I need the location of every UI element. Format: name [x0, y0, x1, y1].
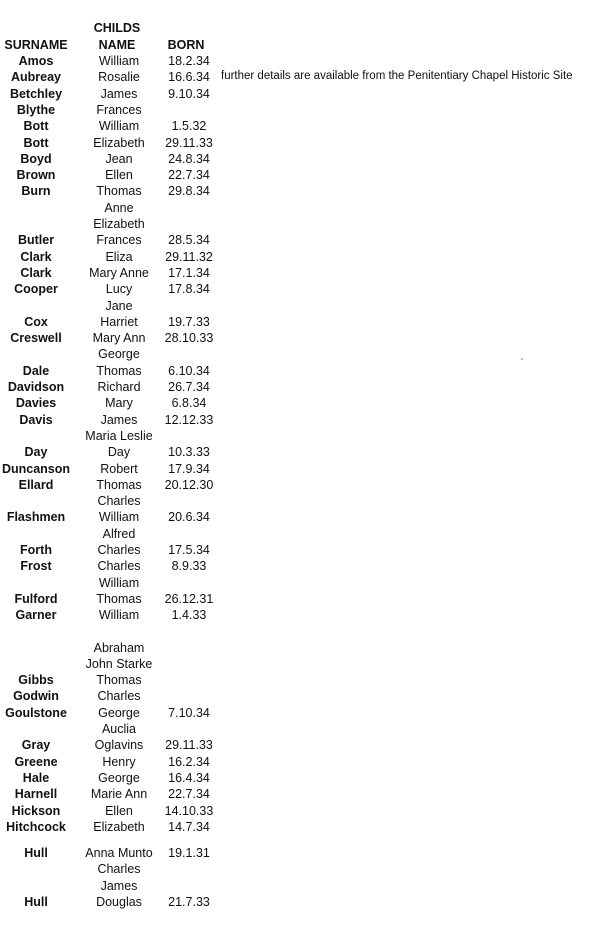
born-cell: 8.9.33: [171, 559, 207, 574]
born-cell: 29.11.33: [165, 135, 213, 150]
born-cell: 14.7.34: [168, 819, 210, 834]
record-row: [0, 819, 230, 835]
record-row: [0, 53, 230, 69]
child-name-cell: James: [100, 412, 138, 427]
child-name-cell: Charles: [97, 494, 141, 509]
record-row: [0, 118, 230, 134]
surname-cell: Cox: [24, 314, 48, 329]
child-name-cell: Day: [107, 445, 131, 460]
child-name-cell: Ellen: [105, 168, 133, 183]
child-name-cell: Charles: [97, 862, 141, 877]
child-name-cell: Charles: [97, 689, 141, 704]
record-row: [0, 845, 230, 861]
child-name-cell: Anne: [104, 200, 134, 215]
surname-cell: Goulstone: [5, 705, 67, 720]
born-cell: 24.8.34: [168, 151, 210, 166]
born-cell: 6.8.34: [171, 396, 207, 411]
record-row: [0, 705, 230, 721]
born-cell: 28.10.33: [164, 331, 214, 346]
record-row: [0, 102, 230, 118]
child-name-cell: Henry: [102, 754, 136, 769]
surname-cell: Gray: [21, 738, 51, 753]
record-row: [0, 786, 230, 802]
record-row: [0, 721, 230, 754]
surname-cell: Davidson: [7, 380, 65, 394]
record-row: [0, 281, 230, 297]
record-row: [0, 298, 230, 331]
child-name-cell: Charles: [97, 559, 141, 574]
surname-cell: Hickson: [11, 803, 61, 818]
surname-cell: Hull: [24, 846, 48, 861]
child-name-cell: Thomas: [96, 363, 142, 378]
child-name-cell: Marie Ann: [90, 787, 148, 802]
record-row: [0, 477, 230, 493]
born-cell: 14.10.33: [164, 803, 214, 818]
child-name-cell: Charles: [97, 542, 141, 557]
record-row: [0, 526, 230, 559]
child-name-cell: George: [98, 770, 140, 785]
surname-cell: Bott: [23, 119, 49, 134]
child-name-cell: Eliza: [105, 249, 133, 264]
born-cell: 18.2.34: [168, 54, 210, 68]
born-cell: 21.7.33: [168, 894, 210, 909]
record-row: [0, 607, 230, 623]
surname-cell: Davies: [15, 396, 57, 411]
child-name-cell: Mary: [105, 396, 133, 411]
record-row: [0, 151, 230, 167]
surname-cell: Forth: [20, 542, 52, 557]
record-row: [0, 379, 230, 395]
childs-header: CHILDS: [93, 21, 141, 35]
child-name-cell: John Starke: [85, 656, 153, 671]
born-cell: 20.6.34: [168, 510, 210, 525]
record-row: [0, 754, 230, 770]
child-name-cell: Richard: [97, 380, 141, 394]
child-name-cell: Anna Munto: [85, 846, 153, 861]
record-row: [0, 428, 230, 461]
born-cell: 17.1.34: [168, 265, 210, 280]
surname-cell: Fulford: [14, 591, 58, 606]
born-cell: 19.1.31: [168, 846, 210, 861]
record-row: [0, 770, 230, 786]
child-name-cell: Mary Ann: [92, 331, 146, 346]
surname-cell: Dale: [22, 363, 50, 378]
born-cell: 1.5.32: [171, 119, 207, 134]
record-row: [0, 575, 230, 608]
child-name-cell: Alfred: [102, 526, 136, 541]
child-name-cell: Elizabeth: [93, 135, 145, 150]
record-row: [0, 412, 230, 428]
born-cell: 17.8.34: [168, 282, 210, 297]
surname-cell: Hitchcock: [6, 819, 66, 834]
record-row: [0, 861, 230, 910]
child-name-cell: Maria Leslie: [85, 428, 153, 443]
born-cell: 16.2.34: [168, 754, 210, 769]
historic-site-note: further details are available from the Penitentiary Chapel Historic Site: [221, 70, 573, 82]
child-name-cell: Thomas: [96, 184, 142, 199]
surname-cell: Hale: [22, 770, 50, 785]
child-name-cell: William: [98, 119, 140, 134]
surname-cell: Harnell: [14, 787, 58, 802]
child-name-cell: Elizabeth: [93, 819, 145, 834]
child-name-cell: Ellen: [105, 803, 133, 818]
born-cell: 19.7.33: [168, 314, 210, 329]
name-header: NAME: [98, 38, 136, 52]
child-name-cell: Auclia: [101, 722, 137, 736]
born-cell: 12.12.33: [164, 412, 214, 427]
child-name-cell: Douglas: [96, 894, 142, 909]
surname-cell: Amos: [18, 54, 54, 68]
surname-cell: Brown: [16, 168, 56, 183]
surname-cell: Clark: [20, 265, 52, 280]
child-name-cell: Frances: [96, 233, 142, 248]
surname-cell: Flashmen: [6, 510, 66, 525]
child-name-cell: Jean: [105, 151, 133, 166]
surname-cell: Duncanson: [1, 461, 71, 476]
child-name-cell: Thomas: [96, 477, 142, 492]
record-row: [0, 249, 230, 265]
surname-cell: Davis: [19, 412, 53, 427]
child-name-cell: Frances: [96, 102, 142, 117]
born-cell: 26.7.34: [168, 380, 210, 394]
child-name-cell: Jane: [105, 298, 133, 313]
surname-cell: Day: [24, 445, 48, 460]
surname-cell: Bott: [23, 135, 49, 150]
surname-cell: Gibbs: [18, 673, 54, 688]
record-row: [0, 167, 230, 183]
surname-cell: Creswell: [10, 331, 62, 346]
child-name-cell: William: [98, 575, 140, 590]
child-name-cell: George: [98, 705, 140, 720]
born-cell: 29.8.34: [168, 184, 210, 199]
born-cell: 26.12.31: [164, 591, 214, 606]
child-name-cell: James: [100, 878, 138, 893]
surname-cell: Garner: [15, 608, 57, 623]
surname-cell: Burn: [21, 184, 51, 199]
record-row: [0, 330, 230, 346]
surname-cell: Clark: [20, 249, 52, 264]
record-row: [0, 69, 230, 85]
child-name-cell: George: [98, 347, 140, 362]
child-name-cell: Abraham: [93, 640, 145, 655]
child-name-cell: Harriet: [100, 314, 138, 329]
scan-speck: [521, 358, 523, 360]
surname-cell: Blythe: [16, 102, 56, 117]
record-row: [0, 461, 230, 477]
child-name-cell: William: [98, 608, 140, 623]
record-row: [0, 135, 230, 151]
record-row: [0, 558, 230, 574]
record-row: [0, 183, 230, 199]
born-cell: 10.3.33: [168, 445, 210, 460]
child-name-cell: Elizabeth: [93, 216, 145, 231]
born-cell: 1.4.33: [171, 608, 207, 623]
child-name-cell: James: [100, 86, 138, 101]
child-name-cell: Robert: [100, 461, 138, 476]
surname-cell: Boyd: [20, 151, 52, 166]
record-row: [0, 265, 230, 281]
born-cell: 6.10.34: [168, 363, 210, 378]
born-cell: 7.10.34: [168, 705, 210, 720]
surname-cell: Godwin: [13, 689, 59, 704]
child-name-cell: Rosalie: [98, 70, 140, 85]
child-name-cell: Oglavins: [94, 738, 144, 753]
child-name-cell: William: [98, 54, 140, 68]
record-row: [0, 803, 230, 819]
born-cell: 29.11.33: [165, 738, 213, 753]
surname-cell: Hull: [24, 894, 48, 909]
record-row: [0, 493, 230, 526]
record-row: [0, 640, 230, 689]
record-row: [0, 346, 230, 379]
born-cell: 17.5.34: [168, 542, 210, 557]
record-row: [0, 688, 230, 704]
surname-cell: Betchley: [9, 86, 63, 101]
born-cell: 22.7.34: [168, 787, 210, 802]
born-cell: 28.5.34: [168, 233, 210, 248]
born-cell: 16.4.34: [168, 770, 210, 785]
surname-cell: Greene: [14, 754, 58, 769]
born-cell: 29.11.32: [165, 249, 213, 264]
child-name-cell: Thomas: [96, 673, 142, 688]
surname-cell: Cooper: [14, 282, 58, 297]
record-row: [0, 200, 230, 249]
surname-cell: Frost: [20, 559, 52, 574]
born-cell: 22.7.34: [168, 168, 210, 183]
surname-header: SURNAME: [4, 38, 68, 52]
born-cell: 9.10.34: [168, 86, 210, 101]
record-row: [0, 395, 230, 411]
born-cell: 20.12.30: [164, 477, 214, 492]
born-cell: 17.9.34: [168, 461, 210, 476]
child-name-cell: Lucy: [105, 282, 133, 297]
child-name-cell: William: [98, 510, 140, 525]
born-cell: 16.6.34: [168, 70, 210, 85]
born-header: BORN: [167, 38, 205, 52]
surname-cell: Aubreay: [10, 70, 62, 85]
surname-cell: Butler: [17, 233, 55, 248]
record-row: [0, 86, 230, 102]
child-name-cell: Mary Anne: [89, 265, 149, 280]
child-name-cell: Thomas: [96, 591, 142, 606]
surname-cell: Ellard: [18, 477, 54, 492]
